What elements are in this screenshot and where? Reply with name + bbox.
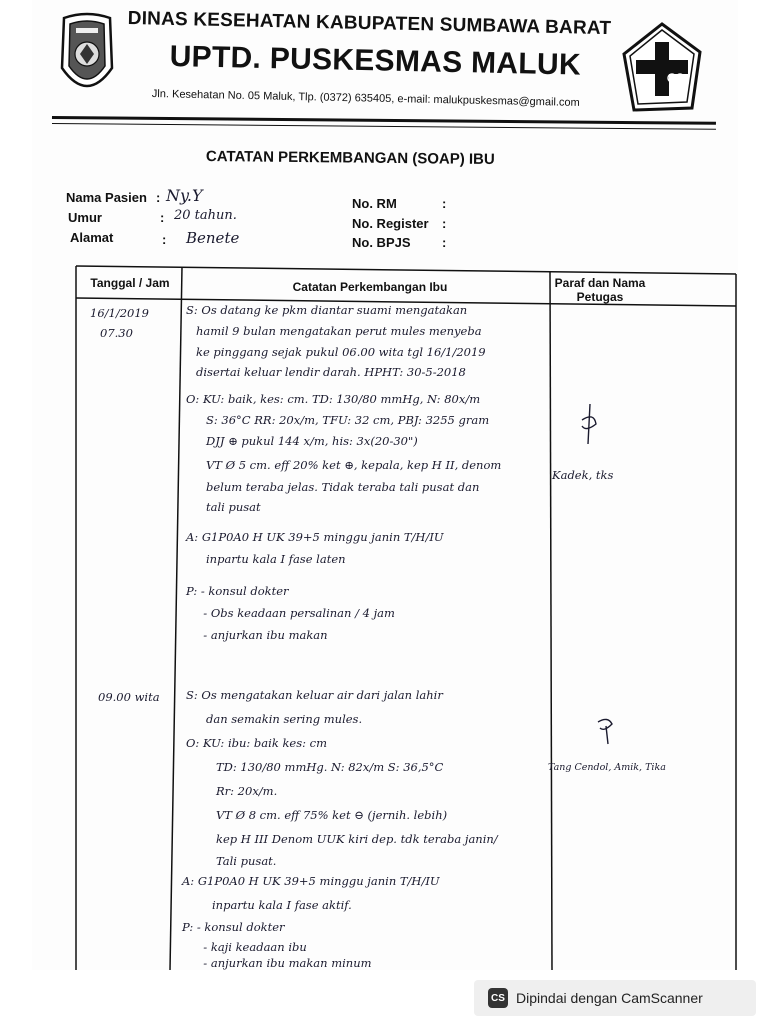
header-notes: Catatan Perkembangan Ibu — [292, 280, 448, 294]
colon: : — [162, 232, 167, 247]
agency-title: DINAS KESEHATAN KABUPATEN SUMBAWA BARAT — [127, 8, 612, 40]
note-line: A: G1P0A0 H UK 39+5 minggu janin T/H/IU — [186, 530, 444, 544]
header-date: Tanggal / Jam — [90, 276, 170, 290]
note-line: kep H III Denom UUK kiri dep. tdk teraba janin/ — [216, 832, 498, 846]
register-label: No. Register — [352, 216, 429, 231]
note-line: P: - konsul dokter — [182, 920, 285, 934]
note-line: A: G1P0A0 H UK 39+5 minggu janin T/H/IU — [182, 874, 440, 888]
note-line: inpartu kala I fase laten — [206, 552, 346, 566]
scan-margin — [0, 0, 32, 1024]
puskesmas-cross-icon — [622, 22, 702, 114]
colon: : — [442, 216, 447, 231]
note-line: Tali pusat. — [216, 854, 277, 868]
colon: : — [156, 190, 161, 205]
patient-name-value: Ny.Y — [166, 186, 203, 205]
note-line: S: Os mengatakan keluar air dari jalan lahir — [186, 688, 443, 702]
note-line: hamil 9 bulan mengatakan perut mules menyeba — [196, 324, 482, 338]
note-line: belum teraba jelas. Tidak teraba tali pusat dan — [206, 480, 480, 494]
entry-time: 09.00 wita — [98, 690, 160, 704]
patient-name-label: Nama Pasien — [66, 190, 147, 205]
signature-mark — [594, 716, 620, 746]
signature-name: Kadek, tks — [552, 468, 614, 482]
patient-age-value: 20 tahun. — [174, 208, 237, 223]
signature-mark — [576, 402, 602, 446]
note-line: VT Ø 5 cm. eff 20% ket ⊕, kepala, kep H II, denom — [206, 458, 502, 472]
note-line: TD: 130/80 mmHg. N: 82x/m S: 36,5°C — [216, 760, 444, 774]
note-line: inpartu kala I fase aktif. — [212, 898, 352, 912]
patient-address-value: Benete — [186, 229, 240, 247]
facility-address: Jln. Kesehatan No. 05 Maluk, Tlp. (0372) 635405, e-mail: malukpuskesmas@gmail.com — [151, 88, 580, 109]
note-line: dan semakin sering mules. — [206, 712, 363, 726]
colon: : — [160, 210, 165, 225]
facility-title: UPTD. PUSKESMAS MALUK — [169, 40, 582, 82]
note-line: S: 36°C RR: 20x/m, TFU: 32 cm, PBJ: 3255 gram — [206, 413, 490, 427]
entry-date: 16/1/2019 — [90, 306, 149, 320]
note-line: - anjurkan ibu makan — [196, 628, 328, 642]
note-line: disertai keluar lendir darah. HPHT: 30-5-2018 — [196, 365, 466, 379]
note-line: - anjurkan ibu makan minum — [196, 956, 372, 970]
header-signature: Paraf dan Nama Petugas — [554, 276, 646, 304]
bpjs-label: No. BPJS — [352, 235, 411, 250]
camscanner-logo-icon: CS — [488, 988, 508, 1008]
note-line: tali pusat — [206, 500, 261, 514]
note-line: O: KU: ibu: baik kes: cm — [186, 736, 327, 750]
camscanner-label: Dipindai dengan CamScanner — [516, 990, 703, 1006]
colon: : — [442, 235, 447, 250]
note-line: S: Os datang ke pkm diantar suami mengatakan — [186, 303, 468, 317]
note-line: VT Ø 8 cm. eff 75% ket ⊖ (jernih. lebih) — [216, 808, 448, 822]
note-line: Rr: 20x/m. — [216, 784, 278, 798]
form-title: CATATAN PERKEMBANGAN (SOAP) IBU — [205, 148, 495, 169]
note-line: - Obs keadaan persalinan / 4 jam — [196, 606, 395, 620]
note-line: - kaji keadaan ibu — [196, 940, 307, 954]
patient-address-label: Alamat — [70, 230, 114, 245]
patient-age-label: Umur — [68, 210, 102, 225]
note-line: ke pinggang sejak pukul 06.00 wita tgl 16/1/2019 — [196, 345, 486, 359]
note-line: DJJ ⊕ pukul 144 x/m, his: 3x(20-30") — [206, 434, 418, 448]
entry-time: 07.30 — [100, 326, 133, 340]
rm-label: No. RM — [352, 196, 397, 211]
note-line: P: - konsul dokter — [186, 584, 289, 598]
colon: : — [442, 196, 447, 211]
regency-emblem-icon — [56, 12, 118, 100]
note-line: O: KU: baik, kes: cm. TD: 130/80 mmHg, N: 80x/m — [186, 392, 481, 406]
signature-name: Tang Cendol, Amik, Tika — [548, 762, 666, 773]
camscanner-watermark — [474, 980, 756, 1016]
